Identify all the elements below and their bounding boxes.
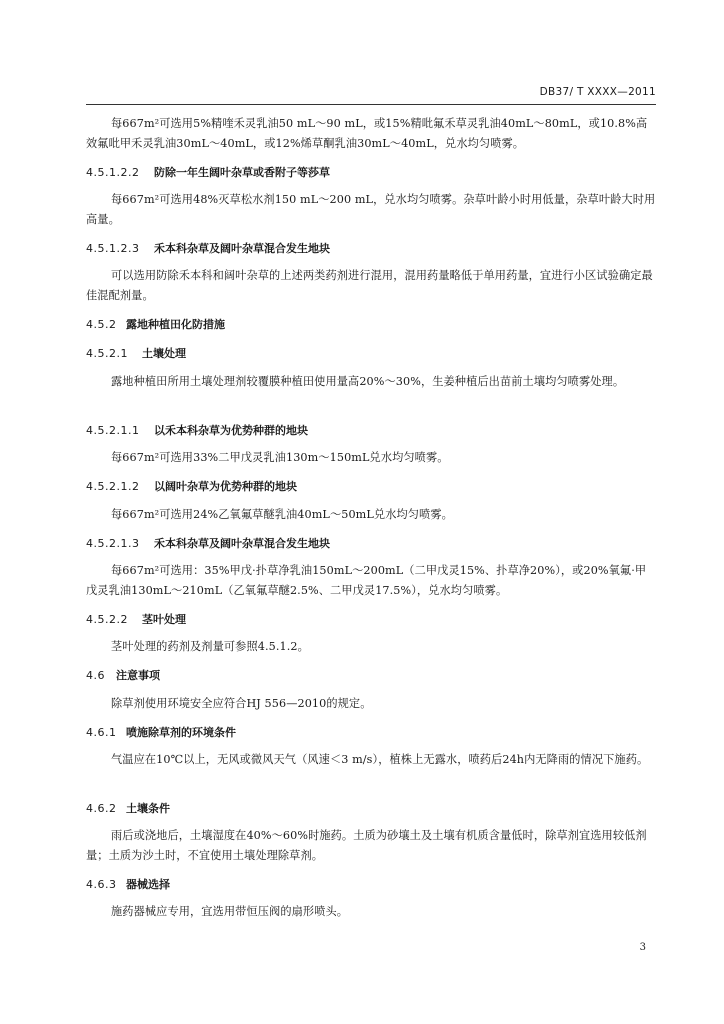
paragraph: 除草剂使用环境安全应符合HJ 556—2010的规定。 <box>111 697 372 710</box>
section-title: 露地种植田化防措施 <box>126 318 225 331</box>
section-number: 4.5.2.1.2 <box>86 480 140 493</box>
section-heading <box>86 479 656 495</box>
paragraph: 露地种植田所用土壤处理剂较覆膜种植田使用量高20%～30%，生姜种植后出苗前土壤均匀喷雾处理。 <box>111 375 625 388</box>
section-number: 4.6 <box>86 669 105 682</box>
paragraph: 可以选用防除禾本科和阔叶杂草的上述两类药剂进行混用，混用药量略低于单用药量，宜进行小区试验确定最佳混配剂量。 <box>86 269 653 302</box>
section-number: 4.5.1.2.3 <box>86 242 140 255</box>
paragraph: 每667m²可选用24%乙氧氟草醚乳油40mL～50mL兑水均匀喷雾。 <box>111 508 453 521</box>
section-heading <box>86 317 656 333</box>
section-number: 4.5.2.1 <box>86 347 128 360</box>
paragraph: 施药器械应专用，宜选用带恒压阀的扇形喷头。 <box>111 905 349 918</box>
standard-code: DB37/ T XXXX—2011 <box>539 86 656 98</box>
section-heading <box>86 877 656 893</box>
section-heading <box>86 668 656 684</box>
section-number: 4.5.2.1.1 <box>86 424 140 437</box>
page-number: 3 <box>639 942 646 953</box>
section-number: 4.5.1.2.2 <box>86 166 140 179</box>
section-title: 禾本科杂草及阔叶杂草混合发生地块 <box>154 537 330 550</box>
section-title: 土壤条件 <box>126 802 170 815</box>
section-heading <box>86 725 656 741</box>
section-number: 4.5.2 <box>86 318 117 331</box>
section-heading <box>86 346 656 362</box>
section-number: 4.6.3 <box>86 878 117 891</box>
section-number: 4.6.1 <box>86 726 117 739</box>
section-heading <box>86 241 656 257</box>
section-title: 禾本科杂草及阔叶杂草混合发生地块 <box>154 242 330 255</box>
section-title: 以禾本科杂草为优势种群的地块 <box>154 424 308 437</box>
section-title: 土壤处理 <box>142 347 186 360</box>
paragraph: 雨后或浇地后，土壤湿度在40%～60%时施药。土质为砂壤土及土壤有机质含量低时，除草剂宜选用较低剂量；土质为沙土时，不宜使用土壤处理除草剂。 <box>86 829 647 862</box>
section-heading <box>86 165 656 181</box>
section-number: 4.5.2.1.3 <box>86 537 140 550</box>
header-rule <box>86 104 656 105</box>
section-title: 茎叶处理 <box>142 613 186 626</box>
section-heading <box>86 423 656 439</box>
paragraph: 气温应在10℃以上，无风或微风天气（风速＜3 m/s），植株上无露水，喷药后24h内无降雨的情况下施药。 <box>111 753 649 766</box>
section-title: 器械选择 <box>126 878 170 891</box>
section-heading <box>86 612 656 628</box>
paragraph: 每667m²可选用5%精喹禾灵乳油50 mL～90 mL，或15%精吡氟禾草灵乳油40mL～80mL，或10.8%高效氟吡甲禾灵乳油30mL～40mL，或12%烯草酮乳油30mL～40mL，兑水均匀喷雾。 <box>86 117 648 150</box>
paragraph: 每667m²可选用：35%甲戊·扑草净乳油150mL～200mL（二甲戊灵15%、扑草净20%），或20%氧氟·甲戊灵乳油130mL～210mL（乙氧氟草醚2.5%、二甲戊灵17.5%），兑水均匀喷雾。 <box>86 564 647 597</box>
paragraph: 茎叶处理的药剂及剂量可参照4.5.1.2。 <box>111 640 309 653</box>
section-number: 4.6.2 <box>86 802 117 815</box>
section-title: 以阔叶杂草为优势种群的地块 <box>154 480 297 493</box>
section-heading <box>86 801 656 817</box>
paragraph: 每667m²可选用48%灭草松水剂150 mL～200 mL，兑水均匀喷雾。杂草叶龄小时用低量，杂草叶龄大时用高量。 <box>86 193 656 226</box>
paragraph: 每667m²可选用33%二甲戊灵乳油130m～150mL兑水均匀喷雾。 <box>111 451 449 464</box>
section-title: 注意事项 <box>116 669 160 682</box>
section-title: 防除一年生阔叶杂草或香附子等莎草 <box>154 166 330 179</box>
section-title: 喷施除草剂的环境条件 <box>126 726 236 739</box>
section-number: 4.5.2.2 <box>86 613 128 626</box>
section-heading <box>86 536 656 552</box>
